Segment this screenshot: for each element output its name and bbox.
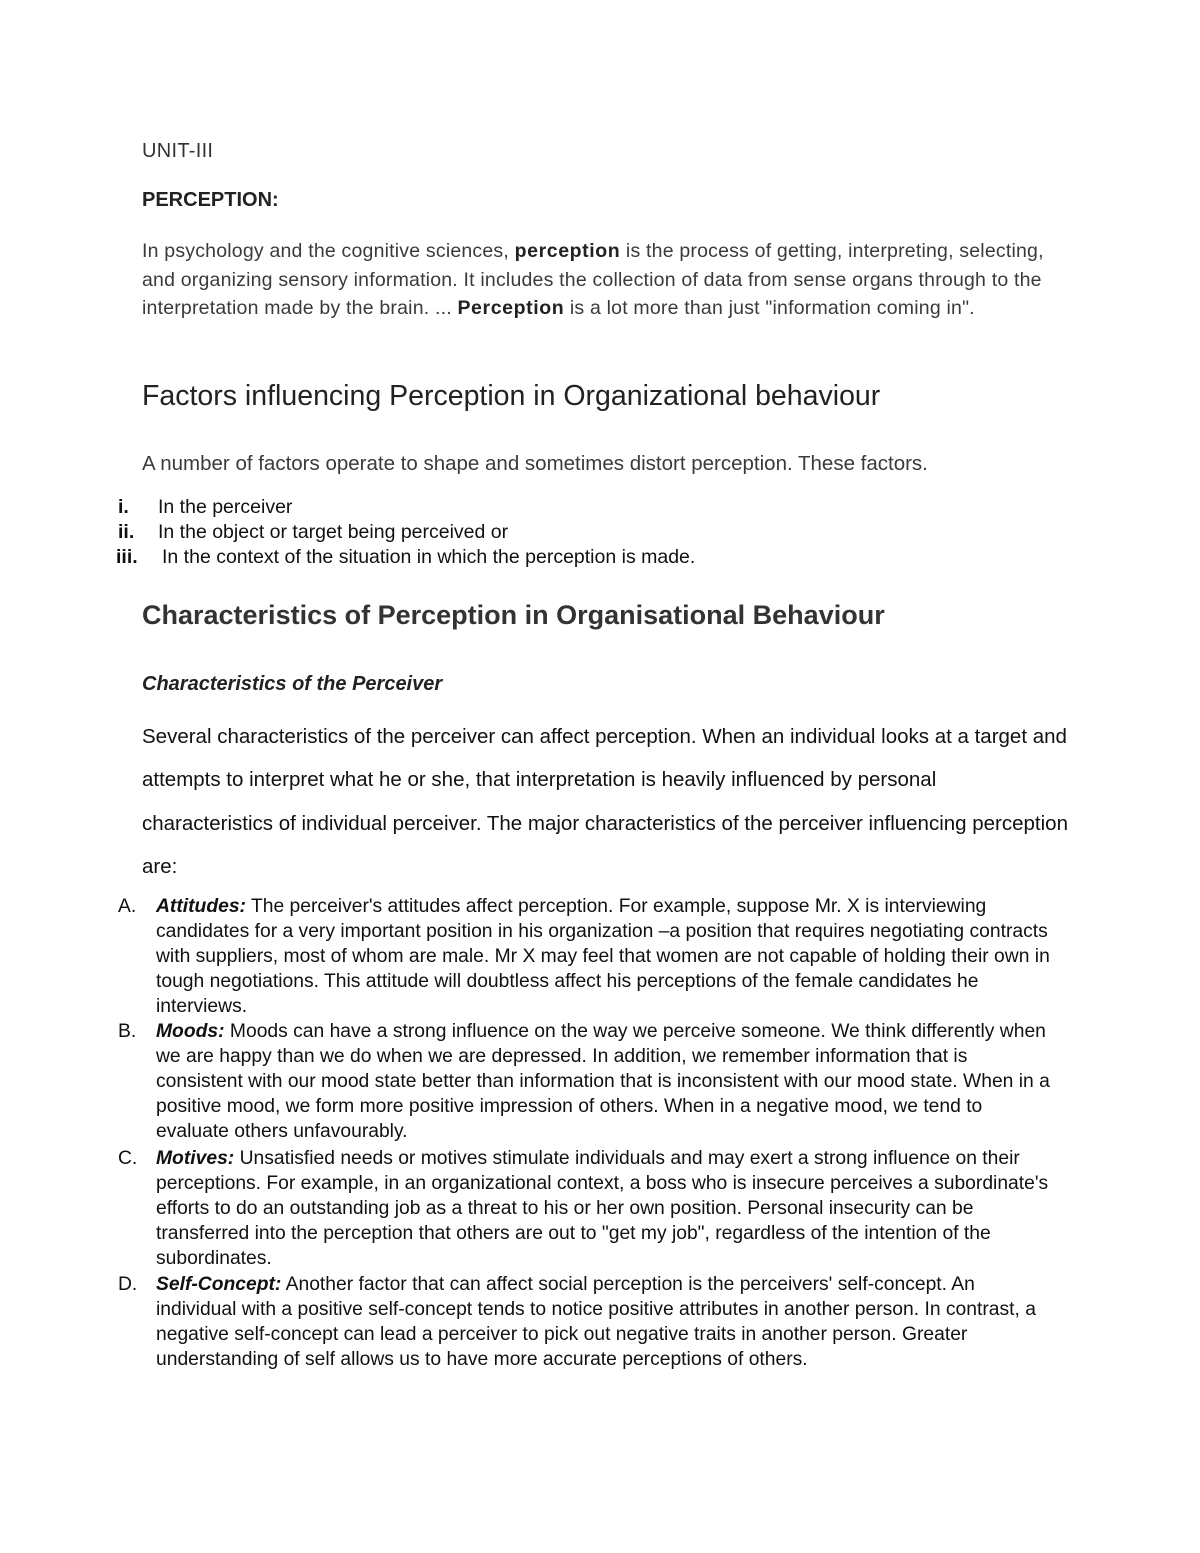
- list-marker: C.: [118, 1148, 138, 1169]
- intro-text-3: is a lot more than just "information coming in".: [564, 297, 975, 319]
- list-item-text: In the context of the situation in which the perception is made.: [162, 546, 696, 568]
- list-item-text: [156, 1272, 1056, 1372]
- unit-label: UNIT-III: [142, 140, 214, 162]
- factors-heading: Factors influencing Perception in Organizational behaviour: [142, 380, 881, 412]
- list-item-text: [156, 1146, 1056, 1271]
- perceiver-subheading: Characteristics of the Perceiver: [142, 673, 443, 695]
- list-item-body: Unsatisfied needs or motives stimulate individuals and may exert a strong influence on their perceptions. For example, in an organizational context, a boss who is insecure perceives a subordinate's efforts to do an outstanding job as a threat to his or her own position. Personal insecurity can be transferred into the perception that others are out to "get my job", regardless of the intention of the subordinates.: [156, 1148, 1049, 1270]
- list-item-body: Another factor that can affect social perception is the perceivers' self-concept. An individual with a positive self-concept tends to notice positive attributes in another person. In contrast, a negative self-concept can lead a perceiver to pick out negative traits in another person. Greater understanding of self allows us to have more accurate perceptions of others.: [156, 1274, 1036, 1371]
- list-item-term: Motives:: [156, 1148, 235, 1169]
- factors-intro: A number of factors operate to shape and sometimes distort perception. These factors.: [142, 452, 928, 475]
- list-marker: B.: [118, 1021, 137, 1042]
- list-item-text: [156, 1019, 1056, 1144]
- list-item-text: [156, 894, 1056, 1019]
- intro-bold-term-1: perception: [514, 240, 621, 262]
- intro-text-2: is the process of getting, interpreting, selecting, and organizing sensory information. It includes the collection of data from sense organs through to the interpretation made by the brain. ...: [142, 240, 1044, 319]
- list-marker: ii.: [118, 521, 135, 543]
- list-item-term: Self-Concept:: [156, 1274, 282, 1295]
- list-marker: i.: [118, 496, 129, 518]
- list-marker: iii.: [116, 546, 138, 568]
- intro-bold-term-2: Perception: [457, 297, 565, 319]
- intro-text-1: In psychology and the cognitive sciences,: [142, 240, 515, 262]
- list-marker: D.: [118, 1274, 138, 1295]
- characteristics-heading: Characteristics of Perception in Organisational Behaviour: [142, 600, 885, 630]
- list-marker: A.: [118, 896, 137, 917]
- list-item-body: The perceiver's attitudes affect perception. For example, suppose Mr. X is interviewing candidates for a very important position in his organization –a position that requires negotiating contracts with suppliers, most of whom are male. Mr X may feel that women are not capable of holding their own in tough negotiations. This attitude will doubtless affect his perceptions of the female candidates he interviews.: [156, 896, 1050, 1018]
- list-item-text: In the object or target being perceived or: [158, 521, 509, 543]
- intro-paragraph: [142, 237, 1072, 323]
- list-item-term: Attitudes:: [156, 896, 246, 917]
- perception-heading: PERCEPTION:: [142, 189, 279, 211]
- list-item-term: Moods:: [156, 1021, 225, 1042]
- list-item-body: Moods can have a strong influence on the way we perceive someone. We think differently when we are happy than we do when we are depressed. In addition, we remember information that is consistent with our mood state better than information that is inconsistent with our mood state. When in a positive mood, we form more positive impression of others. When in a negative mood, we tend to evaluate others unfavourably.: [156, 1021, 1050, 1143]
- list-item-text: In the perceiver: [158, 496, 293, 518]
- perceiver-paragraph: Several characteristics of the perceiver can affect perception. When an individual looks at a target and attempts to interpret what he or she, that interpretation is heavily influenced by personal characteristics of individual perceiver. The major characteristics of the perceiver influencing perception are:: [142, 725, 1068, 878]
